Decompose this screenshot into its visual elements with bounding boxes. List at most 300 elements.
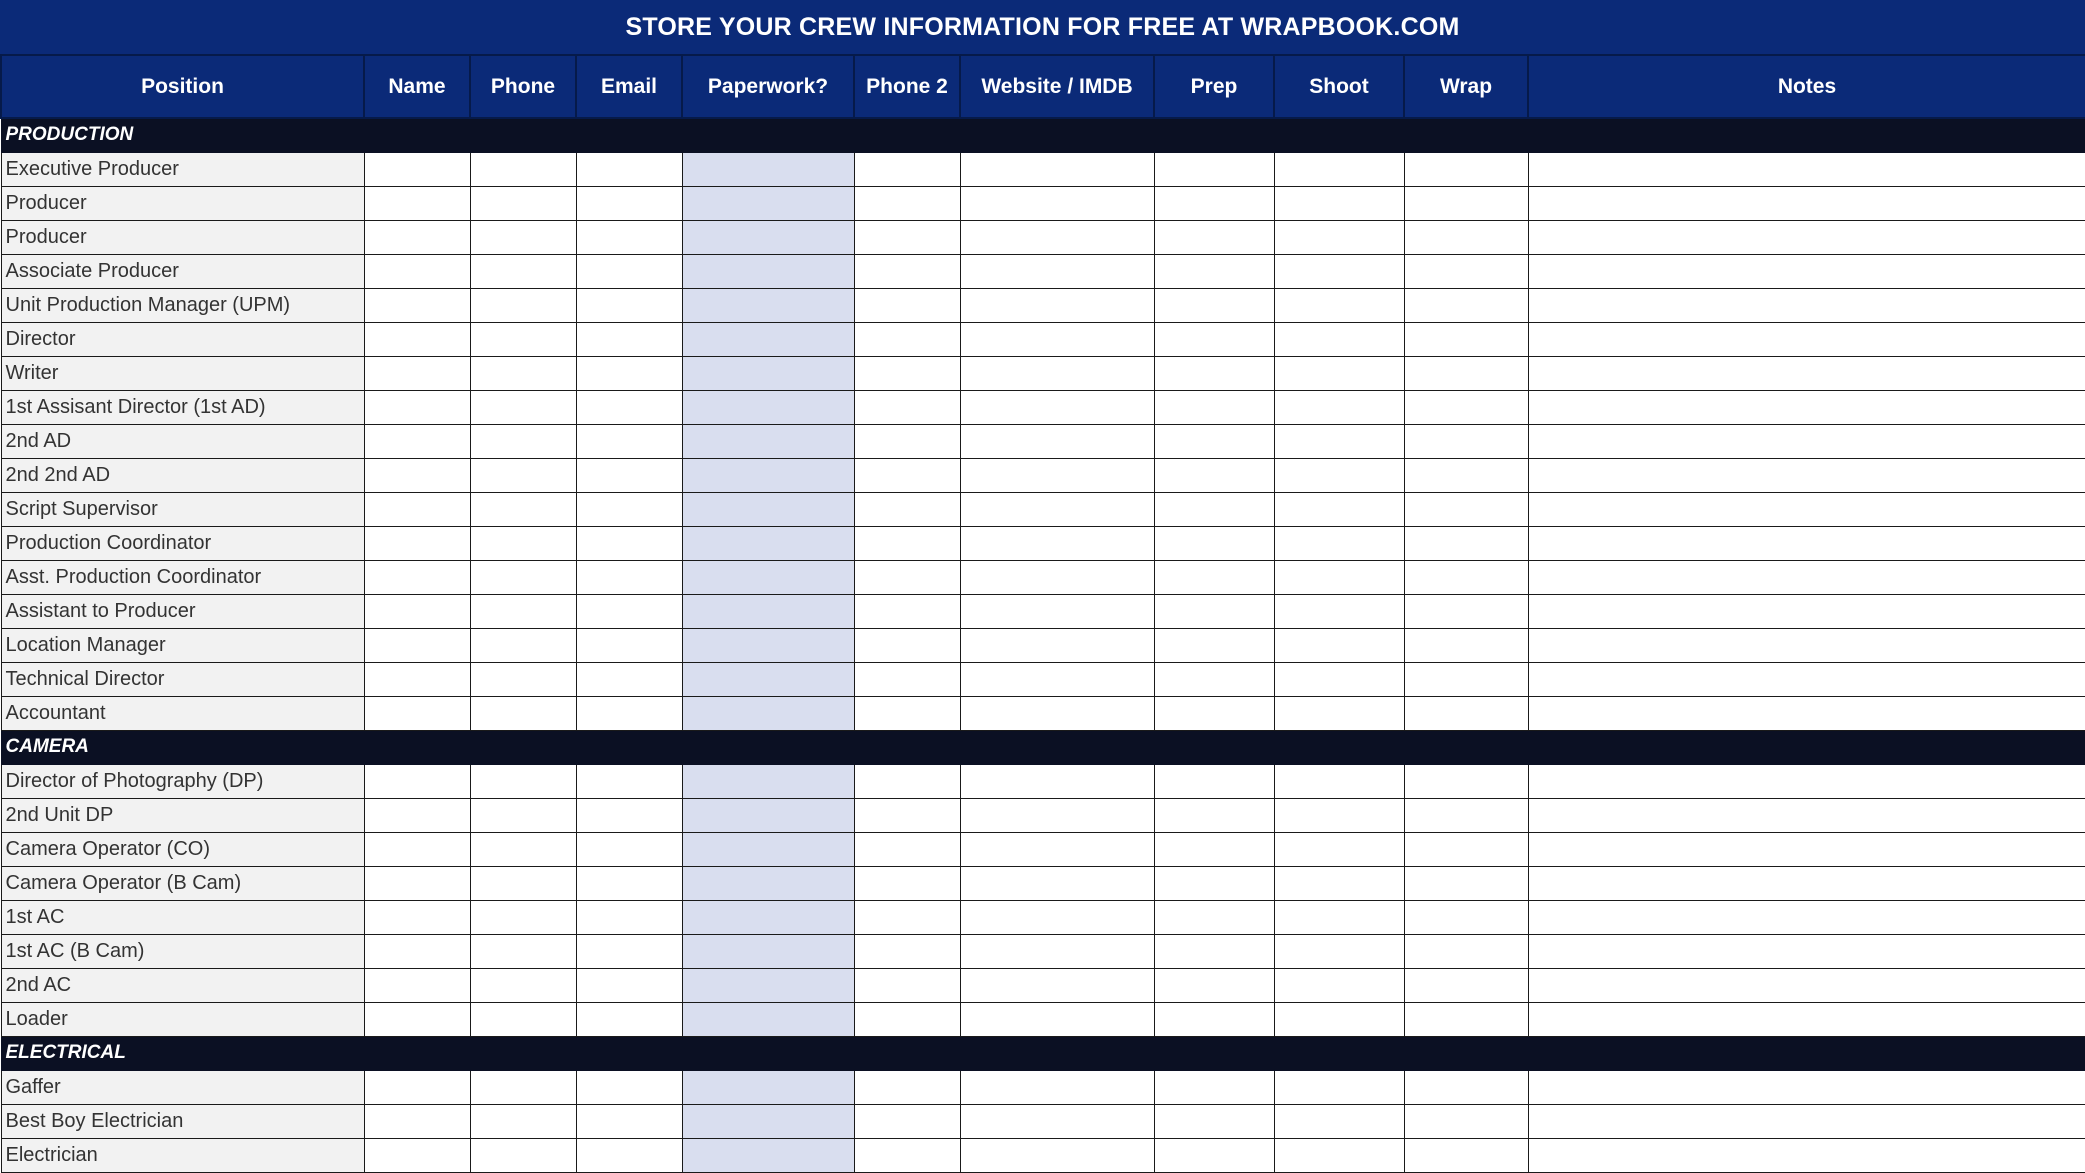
prep-cell[interactable] [1154, 458, 1274, 492]
website-imdb-cell[interactable] [960, 764, 1154, 798]
phone-cell[interactable] [470, 492, 576, 526]
phone-2-cell[interactable] [854, 764, 960, 798]
name-cell[interactable] [364, 934, 470, 968]
phone-2-cell[interactable] [854, 934, 960, 968]
wrap-cell[interactable] [1404, 288, 1528, 322]
phone-2-cell[interactable] [854, 1002, 960, 1036]
email-cell[interactable] [576, 594, 682, 628]
email-cell[interactable] [576, 662, 682, 696]
prep-cell[interactable] [1154, 832, 1274, 866]
website-imdb-cell[interactable] [960, 220, 1154, 254]
table-row [1, 424, 2085, 458]
wrap-cell[interactable] [1404, 458, 1528, 492]
wrap-cell[interactable] [1404, 866, 1528, 900]
notes-cell[interactable] [1528, 1070, 2085, 1104]
paperwork-cell[interactable] [682, 424, 854, 458]
notes-cell[interactable] [1528, 1104, 2085, 1138]
email-cell[interactable] [576, 424, 682, 458]
name-cell[interactable] [364, 560, 470, 594]
phone-cell[interactable] [470, 934, 576, 968]
website-imdb-cell[interactable] [960, 1002, 1154, 1036]
paperwork-cell[interactable] [682, 560, 854, 594]
name-cell[interactable] [364, 492, 470, 526]
prep-cell[interactable] [1154, 288, 1274, 322]
phone-cell[interactable] [470, 424, 576, 458]
prep-cell[interactable] [1154, 900, 1274, 934]
notes-cell[interactable] [1528, 1138, 2085, 1172]
website-imdb-cell[interactable] [960, 832, 1154, 866]
paperwork-cell[interactable] [682, 254, 854, 288]
shoot-cell[interactable] [1274, 288, 1404, 322]
shoot-cell[interactable] [1274, 1002, 1404, 1036]
notes-cell[interactable] [1528, 220, 2085, 254]
name-cell[interactable] [364, 1104, 470, 1138]
notes-cell[interactable] [1528, 424, 2085, 458]
website-imdb-cell[interactable] [960, 390, 1154, 424]
website-imdb-cell[interactable] [960, 798, 1154, 832]
prep-cell[interactable] [1154, 628, 1274, 662]
name-cell[interactable] [364, 832, 470, 866]
phone-cell[interactable] [470, 1070, 576, 1104]
shoot-cell[interactable] [1274, 152, 1404, 186]
email-cell[interactable] [576, 560, 682, 594]
wrap-cell[interactable] [1404, 1104, 1528, 1138]
position-cell: 2nd AD [1, 424, 364, 458]
name-cell[interactable] [364, 322, 470, 356]
prep-cell[interactable] [1154, 1070, 1274, 1104]
phone-cell[interactable] [470, 526, 576, 560]
email-cell[interactable] [576, 1104, 682, 1138]
paperwork-cell[interactable] [682, 764, 854, 798]
email-cell[interactable] [576, 356, 682, 390]
shoot-cell[interactable] [1274, 458, 1404, 492]
prep-cell[interactable] [1154, 662, 1274, 696]
shoot-cell[interactable] [1274, 220, 1404, 254]
table-row [1, 662, 2085, 696]
name-cell[interactable] [364, 900, 470, 934]
wrap-cell[interactable] [1404, 390, 1528, 424]
wrap-cell[interactable] [1404, 152, 1528, 186]
email-cell[interactable] [576, 492, 682, 526]
prep-cell[interactable] [1154, 1138, 1274, 1172]
shoot-cell[interactable] [1274, 696, 1404, 730]
position-cell: Electrician [1, 1138, 364, 1172]
prep-cell[interactable] [1154, 492, 1274, 526]
phone-2-cell[interactable] [854, 458, 960, 492]
shoot-cell[interactable] [1274, 390, 1404, 424]
shoot-cell[interactable] [1274, 764, 1404, 798]
prep-cell[interactable] [1154, 560, 1274, 594]
email-cell[interactable] [576, 152, 682, 186]
phone-2-cell[interactable] [854, 662, 960, 696]
paperwork-cell[interactable] [682, 1070, 854, 1104]
name-cell[interactable] [364, 458, 470, 492]
wrap-cell[interactable] [1404, 560, 1528, 594]
notes-cell[interactable] [1528, 1002, 2085, 1036]
phone-2-cell[interactable] [854, 322, 960, 356]
phone-2-cell[interactable] [854, 288, 960, 322]
table-row [1, 390, 2085, 424]
prep-cell[interactable] [1154, 1104, 1274, 1138]
phone-2-cell[interactable] [854, 492, 960, 526]
shoot-cell[interactable] [1274, 492, 1404, 526]
name-cell[interactable] [364, 764, 470, 798]
wrap-cell[interactable] [1404, 628, 1528, 662]
phone-cell[interactable] [470, 594, 576, 628]
email-cell[interactable] [576, 628, 682, 662]
position-cell: Gaffer [1, 1070, 364, 1104]
col-header-phone: Phone [470, 56, 576, 118]
wrap-cell[interactable] [1404, 1002, 1528, 1036]
prep-cell[interactable] [1154, 356, 1274, 390]
wrap-cell[interactable] [1404, 662, 1528, 696]
name-cell[interactable] [364, 356, 470, 390]
name-cell[interactable] [364, 696, 470, 730]
notes-cell[interactable] [1528, 594, 2085, 628]
website-imdb-cell[interactable] [960, 526, 1154, 560]
wrap-cell[interactable] [1404, 968, 1528, 1002]
notes-cell[interactable] [1528, 798, 2085, 832]
website-imdb-cell[interactable] [960, 288, 1154, 322]
shoot-cell[interactable] [1274, 968, 1404, 1002]
paperwork-cell[interactable] [682, 594, 854, 628]
notes-cell[interactable] [1528, 526, 2085, 560]
shoot-cell[interactable] [1274, 866, 1404, 900]
wrap-cell[interactable] [1404, 900, 1528, 934]
website-imdb-cell[interactable] [960, 492, 1154, 526]
phone-2-cell[interactable] [854, 798, 960, 832]
paperwork-cell[interactable] [682, 152, 854, 186]
shoot-cell[interactable] [1274, 798, 1404, 832]
paperwork-cell[interactable] [682, 492, 854, 526]
notes-cell[interactable] [1528, 322, 2085, 356]
phone-cell[interactable] [470, 866, 576, 900]
phone-cell[interactable] [470, 628, 576, 662]
notes-cell[interactable] [1528, 390, 2085, 424]
paperwork-cell[interactable] [682, 458, 854, 492]
phone-2-cell[interactable] [854, 832, 960, 866]
notes-cell[interactable] [1528, 934, 2085, 968]
shoot-cell[interactable] [1274, 934, 1404, 968]
phone-cell[interactable] [470, 390, 576, 424]
shoot-cell[interactable] [1274, 254, 1404, 288]
email-cell[interactable] [576, 254, 682, 288]
phone-cell[interactable] [470, 322, 576, 356]
prep-cell[interactable] [1154, 186, 1274, 220]
prep-cell[interactable] [1154, 764, 1274, 798]
shoot-cell[interactable] [1274, 186, 1404, 220]
email-cell[interactable] [576, 968, 682, 1002]
email-cell[interactable] [576, 1002, 682, 1036]
name-cell[interactable] [364, 1138, 470, 1172]
notes-cell[interactable] [1528, 152, 2085, 186]
paperwork-cell[interactable] [682, 288, 854, 322]
prep-cell[interactable] [1154, 866, 1274, 900]
prep-cell[interactable] [1154, 798, 1274, 832]
shoot-cell[interactable] [1274, 1070, 1404, 1104]
phone-2-cell[interactable] [854, 220, 960, 254]
website-imdb-cell[interactable] [960, 594, 1154, 628]
name-cell[interactable] [364, 220, 470, 254]
position-cell: Associate Producer [1, 254, 364, 288]
prep-cell[interactable] [1154, 390, 1274, 424]
website-imdb-cell[interactable] [960, 866, 1154, 900]
wrap-cell[interactable] [1404, 492, 1528, 526]
notes-cell[interactable] [1528, 662, 2085, 696]
phone-cell[interactable] [470, 1138, 576, 1172]
prep-cell[interactable] [1154, 526, 1274, 560]
shoot-cell[interactable] [1274, 900, 1404, 934]
paperwork-cell[interactable] [682, 390, 854, 424]
phone-cell[interactable] [470, 288, 576, 322]
prep-cell[interactable] [1154, 1002, 1274, 1036]
email-cell[interactable] [576, 322, 682, 356]
wrap-cell[interactable] [1404, 322, 1528, 356]
phone-cell[interactable] [470, 662, 576, 696]
prep-cell[interactable] [1154, 254, 1274, 288]
email-cell[interactable] [576, 220, 682, 254]
paperwork-cell[interactable] [682, 866, 854, 900]
prep-cell[interactable] [1154, 152, 1274, 186]
position-cell: 2nd 2nd AD [1, 458, 364, 492]
phone-cell[interactable] [470, 798, 576, 832]
shoot-cell[interactable] [1274, 526, 1404, 560]
name-cell[interactable] [364, 288, 470, 322]
paperwork-cell[interactable] [682, 186, 854, 220]
phone-2-cell[interactable] [854, 866, 960, 900]
email-cell[interactable] [576, 934, 682, 968]
table-row [1, 356, 2085, 390]
email-cell[interactable] [576, 186, 682, 220]
notes-cell[interactable] [1528, 968, 2085, 1002]
notes-cell[interactable] [1528, 866, 2085, 900]
phone-2-cell[interactable] [854, 560, 960, 594]
website-imdb-cell[interactable] [960, 152, 1154, 186]
email-cell[interactable] [576, 798, 682, 832]
col-header-position: Position [1, 56, 364, 118]
wrap-cell[interactable] [1404, 1070, 1528, 1104]
phone-2-cell[interactable] [854, 1104, 960, 1138]
name-cell[interactable] [364, 594, 470, 628]
notes-cell[interactable] [1528, 764, 2085, 798]
notes-cell[interactable] [1528, 288, 2085, 322]
paperwork-cell[interactable] [682, 696, 854, 730]
name-cell[interactable] [364, 424, 470, 458]
phone-cell[interactable] [470, 458, 576, 492]
paperwork-cell[interactable] [682, 628, 854, 662]
phone-cell[interactable] [470, 254, 576, 288]
wrap-cell[interactable] [1404, 696, 1528, 730]
email-cell[interactable] [576, 1070, 682, 1104]
name-cell[interactable] [364, 1002, 470, 1036]
name-cell[interactable] [364, 186, 470, 220]
wrap-cell[interactable] [1404, 764, 1528, 798]
phone-2-cell[interactable] [854, 1070, 960, 1104]
shoot-cell[interactable] [1274, 1104, 1404, 1138]
email-cell[interactable] [576, 1138, 682, 1172]
shoot-cell[interactable] [1274, 832, 1404, 866]
phone-2-cell[interactable] [854, 968, 960, 1002]
shoot-cell[interactable] [1274, 560, 1404, 594]
prep-cell[interactable] [1154, 696, 1274, 730]
email-cell[interactable] [576, 288, 682, 322]
phone-cell[interactable] [470, 968, 576, 1002]
wrap-cell[interactable] [1404, 254, 1528, 288]
wrap-cell[interactable] [1404, 526, 1528, 560]
email-cell[interactable] [576, 458, 682, 492]
prep-cell[interactable] [1154, 968, 1274, 1002]
phone-2-cell[interactable] [854, 152, 960, 186]
name-cell[interactable] [364, 628, 470, 662]
website-imdb-cell[interactable] [960, 968, 1154, 1002]
website-imdb-cell[interactable] [960, 1138, 1154, 1172]
phone-2-cell[interactable] [854, 424, 960, 458]
name-cell[interactable] [364, 798, 470, 832]
position-cell: Assistant to Producer [1, 594, 364, 628]
paperwork-cell[interactable] [682, 356, 854, 390]
name-cell[interactable] [364, 662, 470, 696]
email-cell[interactable] [576, 696, 682, 730]
name-cell[interactable] [364, 968, 470, 1002]
phone-cell[interactable] [470, 220, 576, 254]
notes-cell[interactable] [1528, 356, 2085, 390]
table-row [1, 1002, 2085, 1036]
phone-2-cell[interactable] [854, 254, 960, 288]
email-cell[interactable] [576, 900, 682, 934]
paperwork-cell[interactable] [682, 526, 854, 560]
name-cell[interactable] [364, 866, 470, 900]
col-header-prep: Prep [1154, 56, 1274, 118]
shoot-cell[interactable] [1274, 356, 1404, 390]
wrap-cell[interactable] [1404, 220, 1528, 254]
phone-cell[interactable] [470, 560, 576, 594]
notes-cell[interactable] [1528, 696, 2085, 730]
wrap-cell[interactable] [1404, 594, 1528, 628]
paperwork-cell[interactable] [682, 220, 854, 254]
email-cell[interactable] [576, 764, 682, 798]
website-imdb-cell[interactable] [960, 900, 1154, 934]
notes-cell[interactable] [1528, 186, 2085, 220]
notes-cell[interactable] [1528, 492, 2085, 526]
notes-cell[interactable] [1528, 900, 2085, 934]
email-cell[interactable] [576, 526, 682, 560]
notes-cell[interactable] [1528, 560, 2085, 594]
website-imdb-cell[interactable] [960, 186, 1154, 220]
phone-2-cell[interactable] [854, 186, 960, 220]
email-cell[interactable] [576, 832, 682, 866]
name-cell[interactable] [364, 152, 470, 186]
prep-cell[interactable] [1154, 594, 1274, 628]
website-imdb-cell[interactable] [960, 1070, 1154, 1104]
name-cell[interactable] [364, 254, 470, 288]
position-cell: Best Boy Electrician [1, 1104, 364, 1138]
phone-2-cell[interactable] [854, 390, 960, 424]
paperwork-cell[interactable] [682, 900, 854, 934]
phone-cell[interactable] [470, 1002, 576, 1036]
shoot-cell[interactable] [1274, 628, 1404, 662]
wrap-cell[interactable] [1404, 832, 1528, 866]
phone-cell[interactable] [470, 1104, 576, 1138]
name-cell[interactable] [364, 526, 470, 560]
paperwork-cell[interactable] [682, 832, 854, 866]
paperwork-cell[interactable] [682, 1002, 854, 1036]
wrap-cell[interactable] [1404, 424, 1528, 458]
paperwork-cell[interactable] [682, 934, 854, 968]
website-imdb-cell[interactable] [960, 1104, 1154, 1138]
phone-2-cell[interactable] [854, 594, 960, 628]
website-imdb-cell[interactable] [960, 254, 1154, 288]
prep-cell[interactable] [1154, 424, 1274, 458]
position-cell: Producer [1, 220, 364, 254]
paperwork-cell[interactable] [682, 322, 854, 356]
website-imdb-cell[interactable] [960, 322, 1154, 356]
phone-cell[interactable] [470, 152, 576, 186]
phone-2-cell[interactable] [854, 356, 960, 390]
name-cell[interactable] [364, 1070, 470, 1104]
phone-cell[interactable] [470, 356, 576, 390]
website-imdb-cell[interactable] [960, 662, 1154, 696]
paperwork-cell[interactable] [682, 662, 854, 696]
section-row [1, 730, 2085, 764]
website-imdb-cell[interactable] [960, 458, 1154, 492]
email-cell[interactable] [576, 390, 682, 424]
website-imdb-cell[interactable] [960, 934, 1154, 968]
paperwork-cell[interactable] [682, 1138, 854, 1172]
phone-cell[interactable] [470, 696, 576, 730]
wrap-cell[interactable] [1404, 186, 1528, 220]
wrap-cell[interactable] [1404, 798, 1528, 832]
wrap-cell[interactable] [1404, 1138, 1528, 1172]
prep-cell[interactable] [1154, 220, 1274, 254]
website-imdb-cell[interactable] [960, 424, 1154, 458]
shoot-cell[interactable] [1274, 1138, 1404, 1172]
notes-cell[interactable] [1528, 628, 2085, 662]
notes-cell[interactable] [1528, 458, 2085, 492]
phone-cell[interactable] [470, 764, 576, 798]
paperwork-cell[interactable] [682, 968, 854, 1002]
name-cell[interactable] [364, 390, 470, 424]
website-imdb-cell[interactable] [960, 560, 1154, 594]
section-row [1, 1036, 2085, 1070]
phone-cell[interactable] [470, 832, 576, 866]
phone-cell[interactable] [470, 900, 576, 934]
wrap-cell[interactable] [1404, 356, 1528, 390]
table-row [1, 798, 2085, 832]
col-header-phone-2: Phone 2 [854, 56, 960, 118]
notes-cell[interactable] [1528, 254, 2085, 288]
paperwork-cell[interactable] [682, 1104, 854, 1138]
shoot-cell[interactable] [1274, 662, 1404, 696]
shoot-cell[interactable] [1274, 594, 1404, 628]
paperwork-cell[interactable] [682, 798, 854, 832]
website-imdb-cell[interactable] [960, 628, 1154, 662]
phone-2-cell[interactable] [854, 1138, 960, 1172]
phone-2-cell[interactable] [854, 900, 960, 934]
website-imdb-cell[interactable] [960, 696, 1154, 730]
website-imdb-cell[interactable] [960, 356, 1154, 390]
phone-2-cell[interactable] [854, 628, 960, 662]
phone-2-cell[interactable] [854, 696, 960, 730]
prep-cell[interactable] [1154, 934, 1274, 968]
shoot-cell[interactable] [1274, 322, 1404, 356]
phone-2-cell[interactable] [854, 526, 960, 560]
shoot-cell[interactable] [1274, 424, 1404, 458]
phone-cell[interactable] [470, 186, 576, 220]
prep-cell[interactable] [1154, 322, 1274, 356]
wrap-cell[interactable] [1404, 934, 1528, 968]
email-cell[interactable] [576, 866, 682, 900]
notes-cell[interactable] [1528, 832, 2085, 866]
